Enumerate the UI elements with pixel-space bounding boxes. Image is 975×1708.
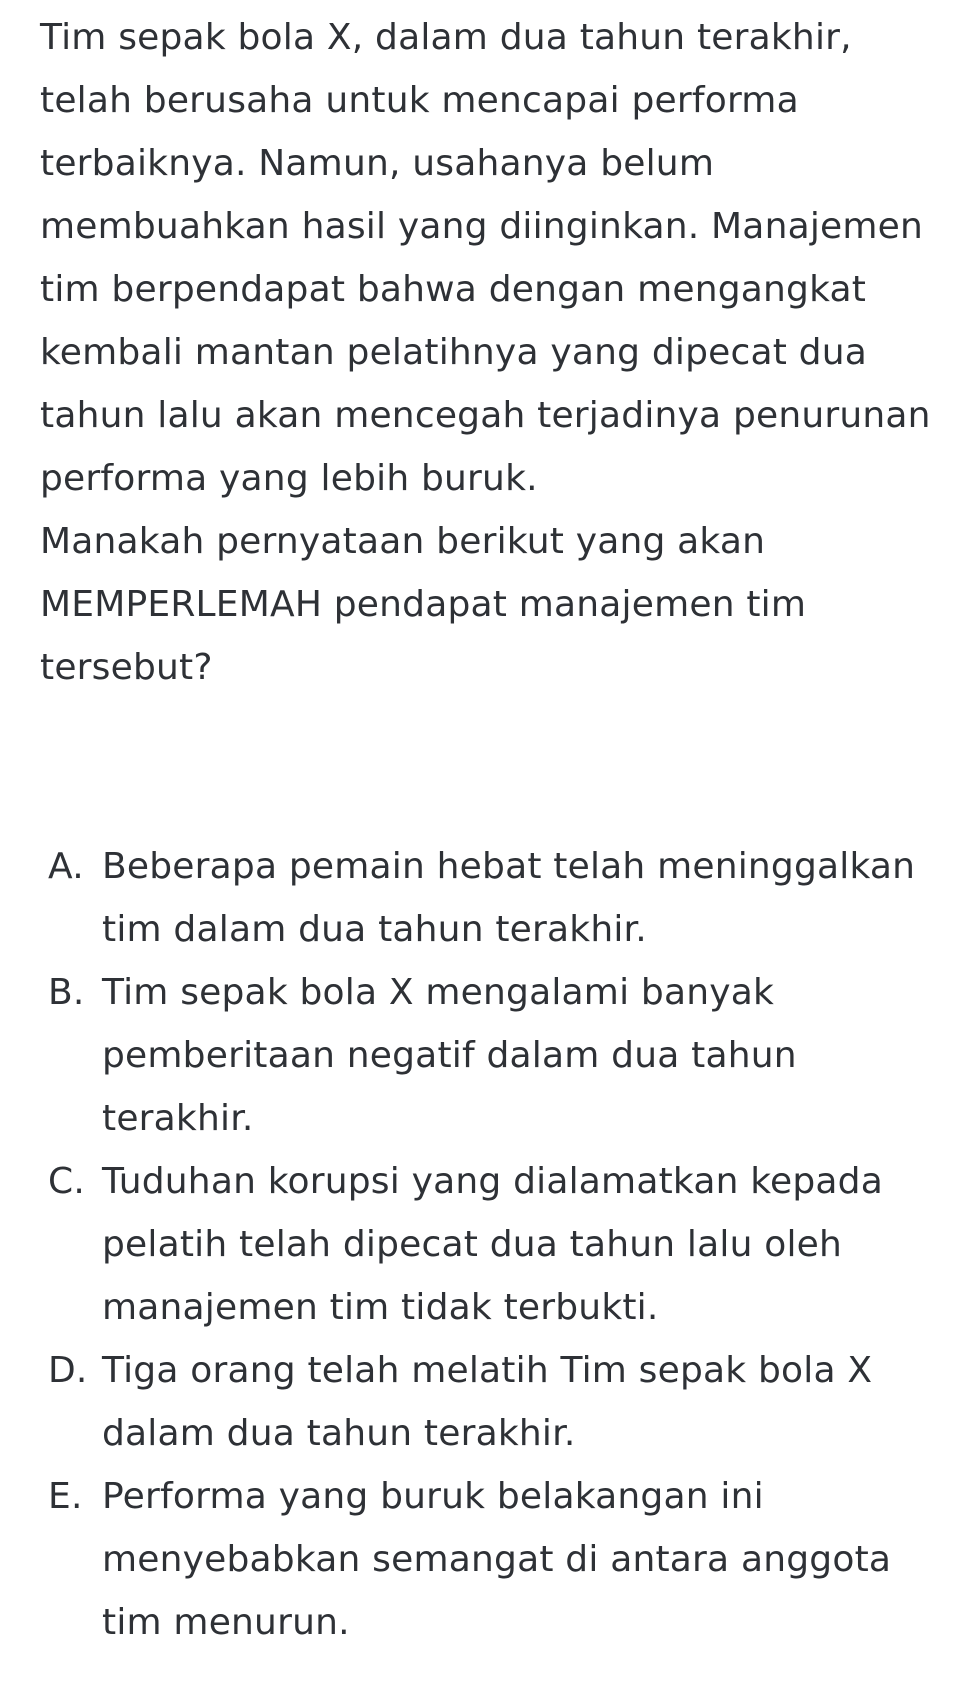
option-c-text: Tuduhan korupsi yang dialamatkan kepada pelatih telah dipecat dua tahun lalu oleh manajemen tim tidak terbukti. (102, 1161, 883, 1328)
answer-options (48, 835, 958, 1654)
option-c[interactable] (48, 1150, 958, 1339)
option-e-text: Performa yang buruk belakangan ini menyebabkan semangat di antara anggota tim menurun. (102, 1476, 892, 1643)
option-d-text: Tiga orang telah melatih Tim sepak bola X dalam dua tahun terakhir. (102, 1350, 873, 1454)
passage-statement: Tim sepak bola X, dalam dua tahun terakhir, telah berusaha untuk mencapai performa terbaiknya. Namun, usahanya belum membuahkan hasil yang diinginkan. Manajemen tim berpendapat bahwa dengan mengangkat kembali mantan pelatihnya yang dipecat dua tahun lalu akan mencegah terjadinya penurunan performa yang lebih buruk. (40, 17, 931, 499)
option-b-text: Tim sepak bola X mengalami banyak pemberitaan negatif dalam dua tahun terakhir. (102, 972, 797, 1139)
option-c-letter: C. (48, 1161, 85, 1202)
option-a-text: Beberapa pemain hebat telah meninggalkan tim dalam dua tahun terakhir. (102, 846, 916, 950)
option-a-letter: A. (48, 846, 84, 887)
passage-question: Manakah pernyataan berikut yang akan MEMPERLEMAH pendapat manajemen tim tersebut? (40, 521, 807, 688)
option-d[interactable] (48, 1339, 958, 1465)
option-d-letter: D. (48, 1350, 88, 1391)
option-b-letter: B. (48, 972, 85, 1013)
question-passage (40, 6, 950, 699)
option-a[interactable] (48, 835, 958, 961)
option-e[interactable] (48, 1465, 958, 1654)
option-b[interactable] (48, 961, 958, 1150)
option-e-letter: E. (48, 1476, 83, 1517)
